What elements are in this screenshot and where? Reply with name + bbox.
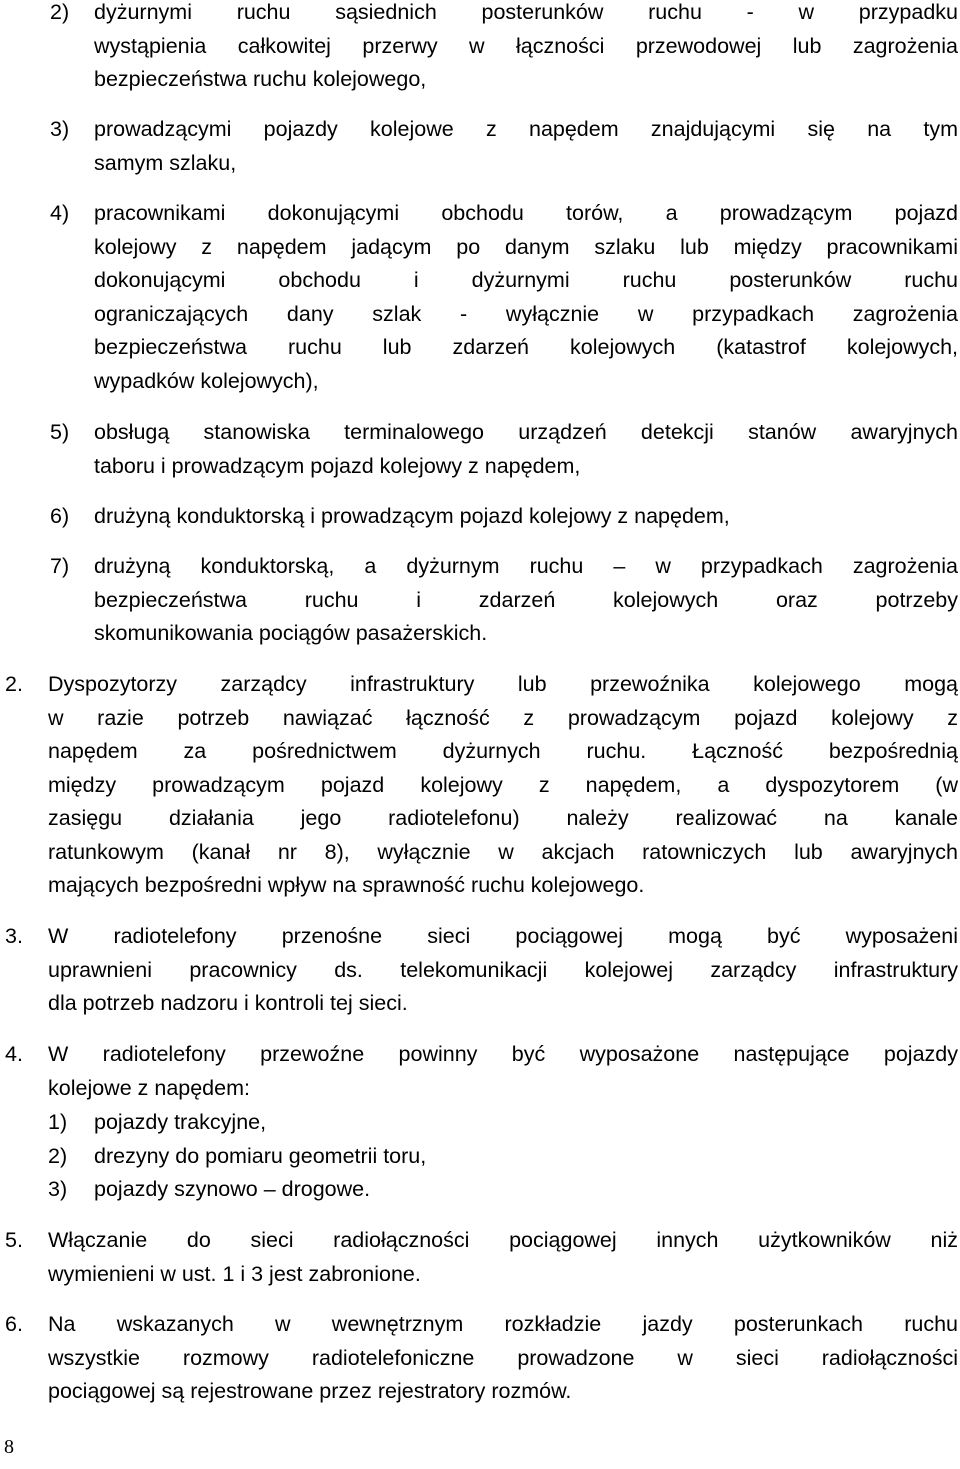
- sub-item-number: 5): [50, 420, 70, 444]
- text-line: kolejowy z napędem jadącym po danym szlaku lub między pracownikami: [94, 234, 958, 259]
- vehicle-list: [48, 1106, 958, 1207]
- sub-item-number: 6): [50, 504, 70, 528]
- text-line: uprawnieni pracownicy ds. telekomunikacji kolejowej zarządcy infrastruktury: [48, 957, 958, 982]
- text-line: pracownikami dokonującymi obchodu torów, a prowadzącym pojazd: [94, 201, 958, 225]
- list-item-number: 3): [48, 1177, 68, 1201]
- list-item-text: pojazdy szynowo – drogowe.: [94, 1177, 371, 1201]
- text-line: samym szlaku,: [94, 150, 237, 175]
- main-item-number: 4.: [5, 1042, 23, 1066]
- main-item-number: 2.: [5, 672, 23, 696]
- text-line: wymienieni w ust. 1 i 3 jest zabronione.: [48, 1261, 421, 1286]
- sub-item-number: 3): [50, 117, 70, 141]
- list-item-number: 2): [48, 1143, 68, 1168]
- text-line: obsługą stanowiska terminalowego urządzeń detekcji stanów awaryjnych: [94, 420, 958, 444]
- sub-item-number: 7): [50, 554, 70, 578]
- text-line: ratunkowym (kanał nr 8), wyłącznie w akcjach ratowniczych lub awaryjnych: [48, 839, 958, 864]
- text-line: bezpieczeństwa ruchu lub zdarzeń kolejowych (katastrof kolejowych,: [94, 335, 958, 359]
- text-line: drużyną konduktorską, a dyżurnym ruchu – w przypadkach zagrożenia: [94, 554, 958, 578]
- text-line: dla potrzeb nadzoru i kontroli tej sieci.: [48, 991, 408, 1015]
- main-item-6: [5, 1308, 958, 1409]
- text-line: Na wskazanych w wewnętrznym rozkładzie jazdy posterunkach ruchu: [48, 1312, 958, 1336]
- text-line: bezpieczeństwa ruchu i zdarzeń kolejowych oraz potrzeby: [94, 587, 958, 612]
- text-line: ograniczających dany szlak - wyłącznie w przypadkach zagrożenia: [94, 301, 958, 326]
- main-item-2: [5, 668, 958, 903]
- list-item: [48, 1106, 958, 1140]
- list-item: [48, 1140, 958, 1174]
- text-line: Dyspozytorzy zarządcy infrastruktury lub przewoźnika kolejowego mogą: [48, 672, 958, 696]
- list-item: [48, 1173, 958, 1207]
- text-line: pociągowej są rejestrowane przez rejestratory rozmów.: [48, 1379, 572, 1403]
- text-line: skomunikowania pociągów pasażerskich.: [94, 621, 488, 645]
- sub-item-5: [50, 416, 958, 483]
- text-line: wypadków kolejowych),: [94, 368, 319, 393]
- main-item-number: 6.: [5, 1312, 23, 1336]
- text-line: kolejowe z napędem:: [48, 1075, 250, 1100]
- text-line: dokonującymi obchodu i dyżurnymi ruchu posterunków ruchu: [94, 268, 958, 292]
- list-item-text: pojazdy trakcyjne,: [94, 1110, 267, 1134]
- sub-item-2: [50, 0, 958, 97]
- text-line: mających bezpośredni wpływ na sprawność ruchu kolejowego.: [48, 873, 645, 897]
- sub-item-6: [50, 500, 958, 534]
- text-line: między prowadzącym pojazd kolejowy z napędem, a dyspozytorem (w: [48, 772, 958, 797]
- text-line: bezpieczeństwa ruchu kolejowego,: [94, 67, 427, 91]
- text-line: zasięgu działania jego radiotelefonu) należy realizować na kanale: [48, 806, 958, 830]
- text-line: dyżurnymi ruchu sąsiednich posterunków ruchu - w przypadku: [94, 0, 958, 24]
- text-line: drużyną konduktorską i prowadzącym pojazd kolejowy z napędem,: [94, 504, 730, 528]
- page-number: 8: [4, 1436, 14, 1458]
- main-item-5: [5, 1224, 958, 1291]
- text-line: taboru i prowadzącym pojazd kolejowy z napędem,: [94, 453, 581, 478]
- text-line: W radiotelefony przewoźne powinny być wyposażone następujące pojazdy: [48, 1042, 958, 1066]
- text-line: wystąpienia całkowitej przerwy w łączności przewodowej lub zagrożenia: [94, 33, 958, 58]
- list-item-text: drezyny do pomiaru geometrii toru,: [94, 1143, 427, 1168]
- main-item-3: [5, 920, 958, 1021]
- sub-item-7: [50, 550, 958, 651]
- text-line: wszystkie rozmowy radiotelefoniczne prowadzone w sieci radiołączności: [48, 1345, 958, 1370]
- text-line: prowadzącymi pojazdy kolejowe z napędem znajdującymi się na tym: [94, 117, 958, 141]
- text-line: w razie potrzeb nawiązać łączność z prowadzącym pojazd kolejowy z: [48, 705, 958, 730]
- sub-item-number: 4): [50, 201, 70, 225]
- sub-item-number: 2): [50, 0, 70, 24]
- text-line: Włączanie do sieci radiołączności pociągowej innych użytkowników niż: [48, 1228, 958, 1252]
- text-line: napędem za pośrednictwem dyżurnych ruchu. Łączność bezpośrednią: [48, 739, 958, 763]
- sub-item-3: [50, 113, 958, 180]
- text-line: W radiotelefony przenośne sieci pociągowej mogą być wyposażeni: [48, 924, 958, 948]
- main-item-number: 5.: [5, 1228, 23, 1252]
- main-item-4: [5, 1038, 958, 1105]
- sub-item-4: [50, 197, 958, 398]
- list-item-number: 1): [48, 1110, 68, 1134]
- main-item-number: 3.: [5, 924, 23, 948]
